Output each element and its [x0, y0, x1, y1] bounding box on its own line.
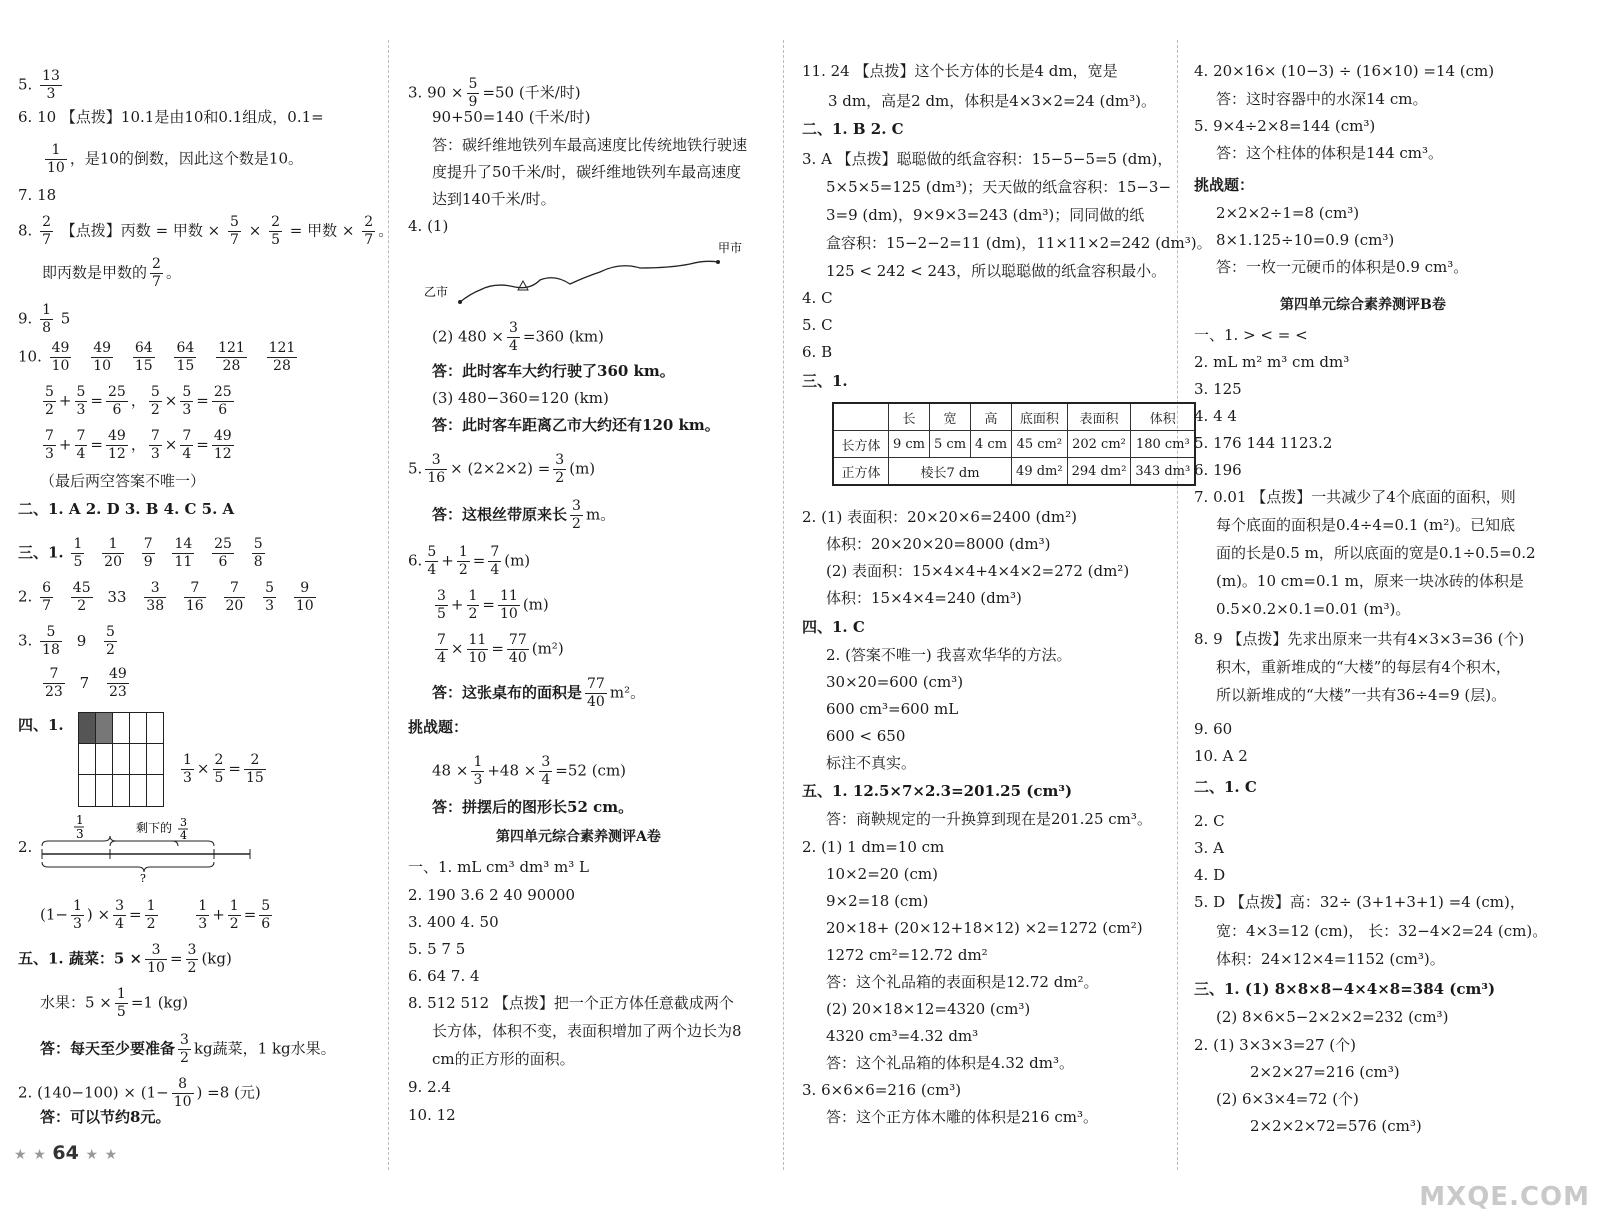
answer-line: 答：商鞅规定的一升换算到现在是201.25 cm³。	[826, 810, 1152, 828]
star-icon: ★	[85, 1147, 99, 1163]
answer-line: 0.5×0.2×0.1=0.01 (m³)。	[1216, 600, 1411, 618]
answer-line: 二、1. C	[1194, 778, 1257, 796]
table-cell: 5 cm	[930, 431, 971, 458]
answer-line: 宽：4×3=12 (cm)， 长：32−4×2=24 (cm)。	[1216, 922, 1548, 940]
column-separator	[783, 40, 784, 1170]
table-cell: 体积	[1131, 403, 1195, 431]
svg-text:乙市: 乙市	[424, 285, 449, 299]
answer-line: 长方体，体积不变，表面积增加了两个边长为8	[432, 1022, 742, 1040]
answer-line: 2. C	[1194, 812, 1225, 830]
table-row	[833, 458, 1195, 486]
answer-line: 5. 9×4÷2×8=144 (cm³)	[1194, 117, 1376, 135]
answer-line: 5. $\frac{3}{16}$ × (2×2×2) = $\frac{3}{2}$ (m)	[408, 452, 596, 486]
answer-line: 盒容积：15−2−2=11 (dm)，11×11×2=242 (dm³)。	[826, 234, 1212, 252]
answer-line: 三、1. $\frac{1}{5}$ $\frac{1}{20}$ $\frac{7}{9}$ $\frac{14}{11}$ $\frac{25}{6}$ $\frac{5}{8}$	[18, 536, 263, 570]
answer-line: cm的正方形的面积。	[432, 1050, 575, 1068]
answer-line: 即丙数是甲数的 $\frac{2}{7}$ 。	[42, 256, 181, 290]
answer-line: 3 dm，高是2 dm，体积是4×3×2=24 (dm³)。	[828, 92, 1157, 110]
answer-line: (1− $\frac{1}{3}$ ) × $\frac{3}{4}$ = $\frac{1}{2}$ $\frac{1}{3}$ + $\frac{1}{2}$ = $\frac{5}{6}$	[40, 898, 271, 932]
table-cell: 45 cm²	[1012, 431, 1068, 458]
answer-line: 二、1. A 2. D 3. B 4. C 5. A	[18, 500, 235, 518]
answer-line: 度提升了50千米/时，碳纤维地铁列车最高速度	[432, 163, 742, 181]
answer-line: 6. B	[802, 343, 833, 361]
table-cell: 49 dm²	[1012, 458, 1068, 486]
page-number-text: 64	[52, 1142, 79, 1164]
svg-text:剩下的: 剩下的	[136, 821, 173, 835]
column-separator	[1177, 40, 1178, 1170]
answer-line: (3) 480−360=120 (km)	[432, 389, 609, 407]
answer-line: 6. 10 【点拨】10.1是由10和0.1组成，0.1=	[18, 108, 324, 126]
table-cell: 长	[889, 403, 930, 431]
answer-line: （最后两空答案不唯一）	[40, 472, 206, 490]
answer-line: 3=9 (dm)，9×9×3=243 (dm³)；同同做的纸	[826, 206, 1145, 224]
answer-line: 答：这个正方体木雕的体积是216 cm³。	[826, 1108, 1099, 1126]
table-cell: 180 cm³	[1131, 431, 1195, 458]
answer-line: $\frac{5}{2}$ + $\frac{5}{3}$ = $\frac{25}{6}$ ， $\frac{5}{2}$ × $\frac{5}{3}$ = $\frac{25}{6}$	[45, 384, 232, 418]
answer-line: 四、1.	[18, 716, 64, 734]
answer-line: (m)。10 cm=0.1 m，原来一块冰砖的体积是	[1216, 572, 1524, 590]
answer-line: 5×5×5=125 (dm³)；天天做的纸盒容积：15−3−	[826, 178, 1172, 196]
answer-line: (2) 20×18×12=4320 (cm³)	[826, 1000, 1031, 1018]
answer-line: (2) 6×3×4=72 (个)	[1216, 1090, 1359, 1108]
answer-line: 答：拼摆后的图形长52 cm。	[432, 798, 634, 816]
answer-line: 答：这个礼品箱的表面积是12.72 dm²。	[826, 973, 1099, 991]
answer-line: 3. 6×6×6=216 (cm³)	[802, 1081, 962, 1099]
answer-line: 6. $\frac{5}{4}$ + $\frac{1}{2}$ = $\frac{7}{4}$ (m)	[408, 544, 531, 578]
answer-line: $\frac{7}{4}$ × $\frac{11}{10}$ = $\frac{77}{40}$ (m²)	[437, 632, 564, 666]
answer-line: 5. C	[802, 316, 833, 334]
answer-line: 3. 400 4. 50	[408, 913, 499, 931]
answer-line: 600 < 650	[826, 727, 906, 745]
section-title: 第四单元综合素养测评B卷	[1280, 297, 1446, 313]
answer-line: 标注不真实。	[826, 754, 917, 772]
answer-line: 答：这根丝带原来长 $\frac{3}{2}$ m。	[432, 498, 616, 532]
answer-line: $\frac{7}{3}$ + $\frac{7}{4}$ = $\frac{49}{12}$ ， $\frac{7}{3}$ × $\frac{7}{4}$ = $\frac{49}{12}$	[45, 428, 232, 462]
answer-line: 一、1. > < = <	[1194, 326, 1308, 344]
svg-text:甲市: 甲市	[718, 241, 743, 255]
watermark: MXQE.COM	[1419, 1182, 1590, 1212]
table-cell: 343 dm³	[1131, 458, 1195, 486]
table-cell: 202 cm²	[1067, 431, 1131, 458]
answer-line: 体积：24×12×4=1152 (cm³)。	[1216, 950, 1445, 968]
answer-line: 二、1. B 2. C	[802, 120, 904, 138]
answer-line: 10. A 2	[1194, 747, 1248, 765]
answer-line: 7. 18	[18, 186, 57, 204]
table-cell	[833, 403, 889, 431]
answer-line: 5. D 【点拨】高：32÷ (3+1+3+1) =4 (cm)，	[1194, 893, 1525, 911]
answer-line: 3. $\frac{5}{18}$ 9 $\frac{5}{2}$	[18, 624, 115, 658]
table-cell: 底面积	[1012, 403, 1068, 431]
answer-line: 每个底面的面积是0.4÷4=0.1 (m²)。已知底	[1216, 516, 1516, 534]
answer-line: 3. A	[1194, 839, 1224, 857]
answer-line: 五、1. 蔬菜：5 × $\frac{3}{10}$ = $\frac{3}{2}$ (kg)	[18, 942, 232, 976]
answer-line: 答：可以节约8元。	[40, 1108, 171, 1126]
answer-line: 4. D	[1194, 866, 1226, 884]
answer-line: 答：此时客车距离乙市大约还有120 km。	[432, 416, 720, 434]
answer-line: 三、1.	[802, 372, 848, 390]
answer-line: 体积：15×4×4=240 (dm³)	[826, 589, 1022, 607]
answer-line: 四、1. C	[802, 618, 865, 636]
table-cell: 正方体	[833, 458, 889, 486]
answer-line: 1272 cm²=12.72 dm²	[826, 946, 988, 964]
answer-line: 面的长是0.5 m，所以底面的宽是0.1÷0.5=0.2	[1216, 544, 1536, 562]
answer-line: $\frac{1}{10}$ ，是10的倒数，因此这个数是10。	[47, 142, 304, 176]
answer-line: 答：碳纤维地铁列车最高速度比传统地铁行驶速	[432, 136, 748, 154]
answer-line: 2.	[18, 838, 33, 856]
answer-line: 体积：20×20×20=8000 (dm³)	[826, 535, 1051, 553]
svg-text:3: 3	[180, 816, 187, 829]
answer-line: $\frac{7}{23}$ 7 $\frac{49}{23}$	[45, 666, 127, 700]
answer-line: 答：这时容器中的水深14 cm。	[1216, 90, 1428, 108]
table-cell: 长方体	[833, 431, 889, 458]
answer-line: 三、1. (1) 8×8×8−4×4×8=384 (cm³)	[1194, 980, 1496, 998]
answer-line: (2) 480 × $\frac{3}{4}$ =360 (km)	[432, 320, 604, 354]
star-icon: ★	[33, 1147, 46, 1163]
table-header-row	[833, 403, 1195, 431]
answer-line: 10×2=20 (cm)	[826, 865, 938, 883]
answer-line: 答：这个柱体的体积是144 cm³。	[1216, 144, 1444, 162]
answer-line: (2) 表面积：15×4×4+4×4×2=272 (dm²)	[826, 562, 1130, 580]
answer-line: 5. 5 7 5	[408, 940, 466, 958]
answer-line: 8. 9 【点拨】先求出原来一共有4×3×3=36 (个)	[1194, 630, 1525, 648]
table-row	[833, 431, 1195, 458]
table-cell: 宽	[930, 403, 971, 431]
answer-line: 挑战题：	[1194, 176, 1255, 194]
table-cell: 4 cm	[971, 431, 1012, 458]
route-sketch	[420, 232, 760, 312]
table-cell: 294 dm²	[1067, 458, 1131, 486]
dimensions-table	[832, 402, 1196, 486]
answer-line: 6. 64 7. 4	[408, 967, 480, 985]
answer-line: 6. 196	[1194, 461, 1242, 479]
answer-line: 2. (答案不唯一) 我喜欢华华的方法。	[826, 646, 1072, 664]
answer-line: 2. $\frac{6}{7}$ $\frac{45}{2}$ 33 $\frac{3}{38}$ $\frac{7}{16}$ $\frac{7}{20}$ $\frac{5}{3}$ $\frac{9}{10}$	[18, 580, 314, 614]
table-cell: 棱长7 dm	[889, 458, 1012, 486]
answer-line: 8×1.125÷10=0.9 (cm³)	[1216, 231, 1395, 249]
answer-line: 水果：5 × $\frac{1}{5}$ =1 (kg)	[40, 986, 189, 1020]
section-title: 第四单元综合素养测评A卷	[496, 829, 661, 845]
svg-text:1: 1	[76, 814, 84, 827]
page-number	[14, 1142, 117, 1164]
answer-line: 2×2×2×72=576 (cm³)	[1250, 1117, 1422, 1135]
answer-line: 4320 cm³=4.32 dm³	[826, 1027, 979, 1045]
answer-line: 9. 2.4	[408, 1078, 451, 1096]
answer-line: 5. 176 144 1123.2	[1194, 434, 1333, 452]
svg-text:4: 4	[180, 829, 187, 842]
answer-line: 2. (140−100) × (1− $\frac{8}{10}$ ) =8 (元)	[18, 1076, 261, 1110]
answer-line: 2. 190 3.6 2 40 90000	[408, 886, 575, 904]
answer-line: 答：此时客车大约行驶了360 km。	[432, 362, 675, 380]
answer-line: $\frac{3}{5}$ + $\frac{1}{2}$ = $\frac{11}{10}$ (m)	[437, 588, 549, 622]
answer-line: 2×2×27=216 (cm³)	[1250, 1063, 1400, 1081]
answer-line: 一、1. mL cm³ dm³ m³ L	[408, 858, 590, 876]
answer-line: 20×18+ (20×12+18×12) ×2=1272 (cm²)	[826, 919, 1143, 937]
answer-line: 答：这张桌布的面积是 $\frac{77}{40}$ m²。	[432, 676, 646, 710]
answer-line: 30×20=600 (cm³)	[826, 673, 964, 691]
answer-line: 90+50=140 (千米/时)	[432, 108, 591, 126]
svg-text:3: 3	[76, 827, 84, 841]
answer-line: 达到140千米/时。	[432, 190, 556, 208]
answer-line: $\frac{1}{3}$ × $\frac{2}{5}$ = $\frac{2}{15}$	[183, 752, 264, 786]
answer-line: 2. mL m² m³ cm dm³	[1194, 353, 1350, 371]
table-cell: 高	[971, 403, 1012, 431]
answer-line: 10. $\frac{49}{10}$ $\frac{49}{10}$ $\frac{64}{15}$ $\frac{64}{15}$ $\frac{121}{28}$ $\frac{121}{28}$	[18, 340, 296, 374]
segment-diagram	[38, 814, 258, 884]
table-cell: 表面积	[1067, 403, 1131, 431]
answer-line: 8. 512 512 【点拨】把一个正方体任意截成两个	[408, 994, 734, 1012]
answer-line: 3. 125	[1194, 380, 1242, 398]
answer-line: 9×2=18 (cm)	[826, 892, 929, 910]
answer-line: 答：这个礼品箱的体积是4.32 dm³。	[826, 1054, 1075, 1072]
answer-line: 3. 90 × $\frac{5}{9}$ =50 (千米/时)	[408, 76, 581, 110]
fraction-grid	[78, 712, 164, 807]
answer-line: 3. A 【点拨】聪聪做的纸盒容积：15−5−5=5 (dm)，	[802, 150, 1173, 168]
answer-line: 9. 60	[1194, 720, 1233, 738]
answer-line: 五、1. 12.5×7×2.3=201.25 (cm³)	[802, 782, 1073, 800]
answer-line: 2×2×2÷1=8 (cm³)	[1216, 204, 1360, 222]
answer-line: 挑战题：	[408, 718, 469, 736]
answer-line: 7. 0.01 【点拨】一共减少了4个底面的面积，则	[1194, 488, 1516, 506]
answer-line: (2) 8×6×5−2×2×2=232 (cm³)	[1216, 1008, 1449, 1026]
answer-line: 125 < 242 < 243，所以聪聪做的纸盒容积最小。	[826, 262, 1167, 280]
answer-line: 48 × $\frac{1}{3}$ +48 × $\frac{3}{4}$ =52 (cm)	[432, 754, 627, 788]
answer-line: 积木，重新堆成的“大楼”的每层有4个积木，	[1216, 658, 1511, 676]
answer-line: 9. $\frac{1}{8}$ 5	[18, 302, 71, 336]
answer-line: 答：每天至少要准备 $\frac{3}{2}$ kg蔬菜，1 kg水果。	[40, 1032, 336, 1066]
answer-line: 4. (1)	[408, 217, 449, 235]
answer-line: 2. (1) 3×3×3=27 (个)	[1194, 1036, 1356, 1054]
answer-line: 10. 12	[408, 1106, 456, 1124]
answer-line: 600 cm³=600 mL	[826, 700, 959, 718]
table-cell: 9 cm	[889, 431, 930, 458]
answer-line: 答：一枚一元硬币的体积是0.9 cm³。	[1216, 258, 1469, 276]
star-icon: ★	[14, 1147, 27, 1163]
svg-text:?: ?	[140, 872, 146, 884]
answer-line: 4. 4 4	[1194, 407, 1237, 425]
answer-line: 11. 24 【点拨】这个长方体的长是4 dm，宽是	[802, 62, 1118, 80]
answer-line: 所以新堆成的“大楼”一共有36÷4=9 (层)。	[1216, 686, 1507, 704]
star-icon: ★	[104, 1147, 118, 1163]
answer-line: 5. $\frac{13}{3}$	[18, 68, 60, 102]
answer-line: 2. (1) 1 dm=10 cm	[802, 838, 945, 856]
answer-line: 8. $\frac{2}{7}$ 【点拨】丙数 = 甲数 × $\frac{5}{7}$ × $\frac{2}{5}$ = 甲数 × $\frac{2}{7}$ 。	[18, 214, 394, 248]
answer-line: 4. C	[802, 289, 833, 307]
column-separator	[388, 40, 389, 1170]
answer-line: 2. (1) 表面积：20×20×6=2400 (dm²)	[802, 508, 1078, 526]
answer-line: 4. 20×16× (10−3) ÷ (16×10) =14 (cm)	[1194, 62, 1495, 80]
